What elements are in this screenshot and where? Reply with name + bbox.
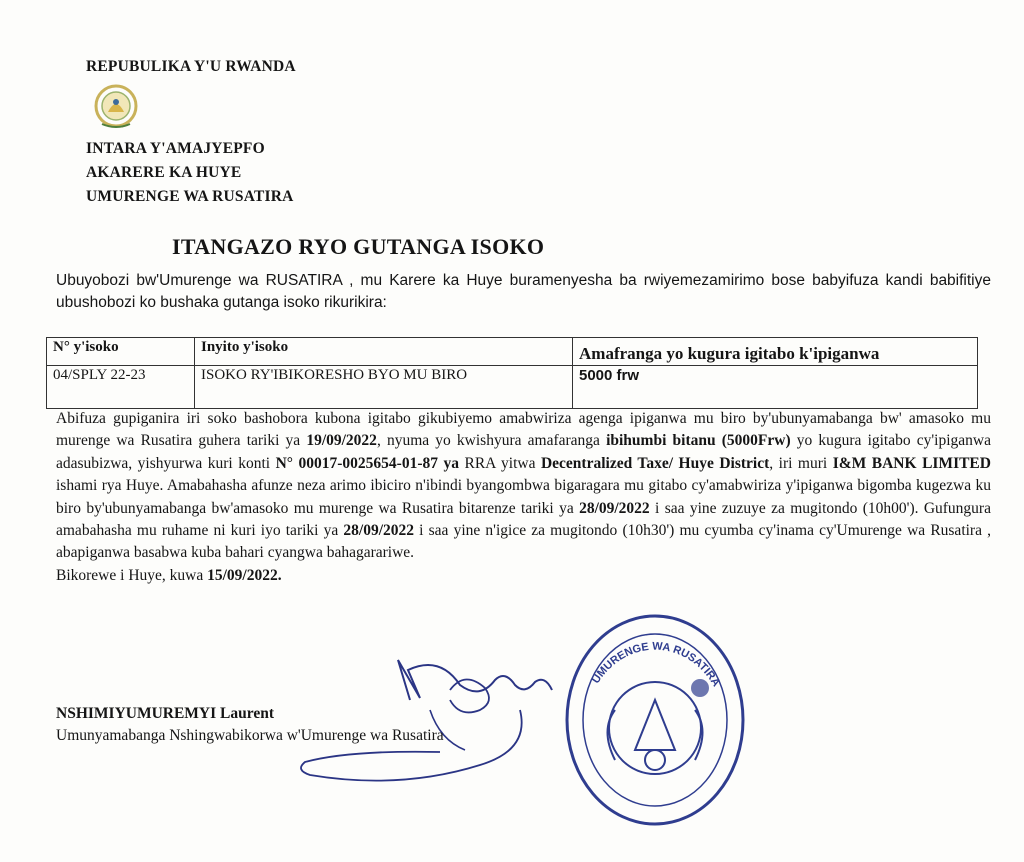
account-name: Decentralized Taxe/ Huye District [540,454,770,472]
tender-fee-cell: 5000 frw [573,366,978,409]
body-text-8: i saa yine n'igice za mugitondo (10h30') mu cyumba cy'inama cy'Umurenge wa Rusatira , abapiganwa basabwa kuba bahari cyangwa bahagarariwe. [56,522,991,562]
body-text-5: , iri muri [769,454,833,472]
body-text-2: , nyuma yo kwishyura amafaranga [376,432,607,450]
handwritten-signature [290,640,560,790]
opening-date: 28/09/2022 [343,522,415,540]
body-text-1: Abifuza gupiganira iri soko bashobora kubona igitabo gikubiyemo amabwiriza agenga ipiganwa mu biro by'ubunyamabanga bw' amasoko mu murenge wa Rusatira guhera tariki ya [56,410,991,450]
signatory-name: NSHIMIYUMUREMYI Laurent [56,705,275,722]
done-at-text: Bikorewe i Huye, kuwa [56,566,208,584]
table-header-row [47,338,978,366]
table-row [47,366,978,409]
document-title: ITANGAZO RYO GUTANGA ISOKO [172,234,545,259]
sector-name: UMURENGE WA RUSATIRA [86,188,294,205]
body-text-4: RRA yitwa [459,454,541,472]
done-date: 15/09/2022. [207,566,282,584]
signatory-role: Umunyamabanga Nshingwabikorwa w'Umurenge wa Rusatira [56,727,444,744]
province-name: INTARA Y'AMAJYEPFO [86,140,265,157]
tender-title-cell: ISOKO RY'IBIKORESHO BYO MU BIRO [195,366,573,409]
body-text-3: yo kugura igitabo cy'ipiganwa adasubizwa, yishyurwa kuri konti [56,432,991,472]
official-stamp [560,610,750,830]
account-number: N° 00017-0025654-01-87 ya [275,454,459,472]
fee-amount: ibihumbi bitanu (5000Frw) [606,432,791,450]
body-text-6: ishami rya Huye. Amabahasha afunze neza arimo ibiciro n'ibindi byangombwa bigaragara mu gitabo cy'amabwiriza y'ipiganwa bigomba kugezwa ku biro by'ubunyamabanga bw'amasoko mu murenge wa Rusatira bitarenze tariki ya [56,477,991,517]
body-text-7: i saa yine zuzuye za mugitondo (10h00'). Gufungura amabahasha mu ruhame ni kuri iyo tariki ya [56,499,991,540]
body-paragraph [56,408,991,587]
deadline-date: 28/09/2022 [579,499,650,517]
bank-name: I&M BANK LIMITED [832,454,991,472]
tender-number-cell: 04/SPLY 22-23 [47,366,195,409]
stamp-text: UMURENGE WA RUSATIRA [589,640,723,689]
coat-of-arms-icon [92,82,140,132]
col-header-number: N° y'isoko [47,338,195,366]
district-name: AKARERE KA HUYE [86,164,242,181]
col-header-title: Inyito y'isoko [195,338,573,366]
tender-table [46,337,978,409]
country-name: REPUBULIKA Y'U RWANDA [86,58,296,75]
col-header-fee: Amafranga yo kugura igitabo k'ipiganwa [573,338,978,366]
intro-paragraph: Ubuyobozi bw'Umurenge wa RUSATIRA , mu Karere ka Huye buramenyesha ba rwiyemezamirimo bose babyifuza kandi babifitiye ubushobozi ko bushaka gutanga isoko rikurikira: [56,272,991,311]
start-date: 19/09/2022 [306,432,377,450]
